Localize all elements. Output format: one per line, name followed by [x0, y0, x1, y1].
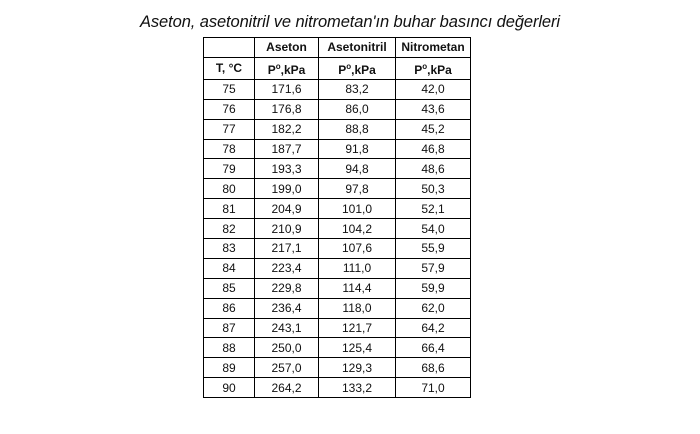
aseton-cell: 187,7	[255, 139, 319, 159]
nitrometan-cell: 43,6	[396, 99, 471, 119]
asetonitril-cell: 133,2	[319, 378, 396, 398]
temperature-cell: 86	[204, 298, 255, 318]
asetonitril-cell: 97,8	[319, 179, 396, 199]
nitrometan-cell: 52,1	[396, 199, 471, 219]
temperature-cell: 75	[204, 79, 255, 99]
asetonitril-cell: 94,8	[319, 159, 396, 179]
aseton-cell: 176,8	[255, 99, 319, 119]
asetonitril-cell: 101,0	[319, 199, 396, 219]
table-row	[204, 199, 471, 219]
aseton-cell: 223,4	[255, 258, 319, 278]
nitrometan-cell: 48,6	[396, 159, 471, 179]
asetonitril-cell: 91,8	[319, 139, 396, 159]
nitrometan-cell: 64,2	[396, 318, 471, 338]
header-aseton: Aseton	[255, 38, 319, 58]
aseton-cell: 171,6	[255, 79, 319, 99]
table-row	[204, 298, 471, 318]
table-row	[204, 258, 471, 278]
temperature-cell: 80	[204, 179, 255, 199]
nitrometan-cell: 42,0	[396, 79, 471, 99]
table-row	[204, 318, 471, 338]
temperature-cell: 88	[204, 338, 255, 358]
aseton-cell: 204,9	[255, 199, 319, 219]
temperature-cell: 89	[204, 358, 255, 378]
asetonitril-cell: 129,3	[319, 358, 396, 378]
temperature-cell: 85	[204, 278, 255, 298]
table-row	[204, 79, 471, 99]
asetonitril-cell: 86,0	[319, 99, 396, 119]
nitrometan-cell: 46,8	[396, 139, 471, 159]
table-row	[204, 239, 471, 259]
nitrometan-cell: 71,0	[396, 378, 471, 398]
nitrometan-cell: 66,4	[396, 338, 471, 358]
vapor-pressure-table	[203, 37, 471, 398]
nitrometan-cell: 55,9	[396, 239, 471, 259]
aseton-cell: 210,9	[255, 219, 319, 239]
temperature-cell: 83	[204, 239, 255, 259]
temperature-cell: 78	[204, 139, 255, 159]
asetonitril-cell: 111,0	[319, 258, 396, 278]
temperature-cell: 84	[204, 258, 255, 278]
table-row	[204, 338, 471, 358]
aseton-cell: 236,4	[255, 298, 319, 318]
nitrometan-cell: 45,2	[396, 119, 471, 139]
temperature-cell: 81	[204, 199, 255, 219]
table-row	[204, 358, 471, 378]
nitrometan-cell: 59,9	[396, 278, 471, 298]
temperature-cell: 76	[204, 99, 255, 119]
header-asetonitril: Asetonitril	[319, 38, 396, 58]
nitrometan-cell: 54,0	[396, 219, 471, 239]
header-unit-asetonitril: $P^o,kPa$	[319, 57, 396, 79]
temperature-cell: 82	[204, 219, 255, 239]
asetonitril-cell: 125,4	[319, 338, 396, 358]
asetonitril-cell: 104,2	[319, 219, 396, 239]
temperature-cell: 90	[204, 378, 255, 398]
aseton-cell: 250,0	[255, 338, 319, 358]
header-unit-nitrometan: $P^o,kPa$	[396, 57, 471, 79]
header-row-units	[204, 57, 471, 79]
asetonitril-cell: 114,4	[319, 278, 396, 298]
header-nitrometan: Nitrometan	[396, 38, 471, 58]
header-corner	[204, 38, 255, 58]
table-row	[204, 378, 471, 398]
temperature-cell: 77	[204, 119, 255, 139]
header-row-compounds	[204, 38, 471, 58]
table-row	[204, 139, 471, 159]
nitrometan-cell: 50,3	[396, 179, 471, 199]
aseton-cell: 264,2	[255, 378, 319, 398]
table-row	[204, 119, 471, 139]
aseton-cell: 217,1	[255, 239, 319, 259]
table-row	[204, 99, 471, 119]
aseton-cell: 193,3	[255, 159, 319, 179]
header-temperature: T, °C	[204, 57, 255, 79]
aseton-cell: 199,0	[255, 179, 319, 199]
table-row	[204, 179, 471, 199]
asetonitril-cell: 107,6	[319, 239, 396, 259]
header-unit-aseton: $P^o,kPa$	[255, 57, 319, 79]
aseton-cell: 182,2	[255, 119, 319, 139]
asetonitril-cell: 118,0	[319, 298, 396, 318]
asetonitril-cell: 83,2	[319, 79, 396, 99]
table-row	[204, 159, 471, 179]
nitrometan-cell: 68,6	[396, 358, 471, 378]
page-title: Aseton, asetonitril ve nitrometan'ın buhar basıncı değerleri	[140, 13, 560, 31]
aseton-cell: 243,1	[255, 318, 319, 338]
aseton-cell: 257,0	[255, 358, 319, 378]
nitrometan-cell: 62,0	[396, 298, 471, 318]
asetonitril-cell: 88,8	[319, 119, 396, 139]
table-row	[204, 219, 471, 239]
temperature-cell: 87	[204, 318, 255, 338]
temperature-cell: 79	[204, 159, 255, 179]
aseton-cell: 229,8	[255, 278, 319, 298]
asetonitril-cell: 121,7	[319, 318, 396, 338]
table-row	[204, 278, 471, 298]
nitrometan-cell: 57,9	[396, 258, 471, 278]
